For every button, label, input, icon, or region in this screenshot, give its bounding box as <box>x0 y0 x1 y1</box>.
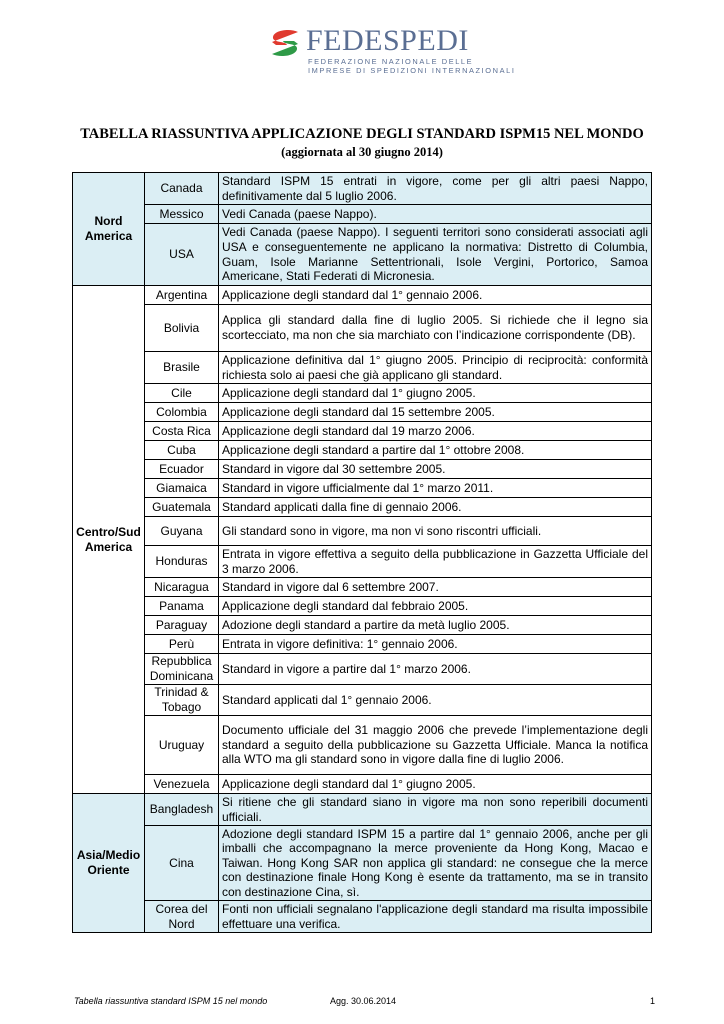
country-cell: Guatemala <box>145 498 219 517</box>
description-cell: Si ritiene che gli standard siano in vigore ma non sono reperibili documenti ufficiali. <box>219 794 652 826</box>
table-row <box>73 460 652 479</box>
country-cell: Costa Rica <box>145 422 219 441</box>
description-cell: Entrata in vigore effettiva a seguito della pubblicazione in Gazzetta Ufficiale del 3 marzo 2006. <box>219 546 652 578</box>
description-cell: Standard ISPM 15 entrati in vigore, come per gli altri paesi Nappo, definitivamente dal 5 luglio 2006. <box>219 173 652 205</box>
region-nord-america: Nord America <box>73 173 145 286</box>
table-row <box>73 794 652 826</box>
page-subtitle: (aggiornata al 30 giugno 2014) <box>281 145 443 159</box>
description-cell: Documento ufficiale del 31 maggio 2006 che prevede l’implementazione degli standard a seguito della pubblicazione su Gazzetta Ufficiale. Manca la notifica alla WTO ma gli standard sono in vigore dalla fine di luglio 2006. <box>219 716 652 775</box>
country-cell: Uruguay <box>145 716 219 775</box>
description-cell: Adozione degli standard ISPM 15 a partire dal 1° gennaio 2006, anche per gli imballi che accompagnano la merce proveniente da Hong Kong, Macao e Taiwan. Hong Kong SAR non applica gli standard: ne consegue che la merce con destinazione finale Hong Kong è esente da trattamento, ma se in transito con destinazione Cina, sì. <box>219 826 652 901</box>
table-row <box>73 685 652 716</box>
table-row <box>73 403 652 422</box>
description-cell: Applicazione degli standard dal 19 marzo 2006. <box>219 422 652 441</box>
table-row <box>73 901 652 933</box>
description-cell: Applicazione degli standard dal 1° gennaio 2006. <box>219 286 652 305</box>
country-cell: Perù <box>145 635 219 654</box>
country-cell: Ecuador <box>145 460 219 479</box>
table-row <box>73 654 652 685</box>
description-cell: Standard applicati dalla fine di gennaio 2006. <box>219 498 652 517</box>
description-cell: Applicazione definitiva dal 1° giugno 2005. Principio di reciprocità: conformità richiesta solo ai paesi che già applicano gli standard. <box>219 352 652 384</box>
country-cell: Corea del Nord <box>145 901 219 933</box>
fedespedi-logo <box>268 24 516 80</box>
country-cell: Bolivia <box>145 305 219 352</box>
logo-subtitle-line1: FEDERAZIONE NAZIONALE DELLE <box>308 57 474 66</box>
description-cell: Vedi Canada (paese Nappo). <box>219 205 652 224</box>
country-cell: Argentina <box>145 286 219 305</box>
footer-document-title: Tabella riassuntiva standard ISPM 15 nel mondo <box>74 996 268 1006</box>
description-cell: Standard in vigore dal 6 settembre 2007. <box>219 578 652 597</box>
logo-name: FEDESPEDI <box>306 24 469 57</box>
description-cell: Gli standard sono in vigore, ma non vi sono riscontri ufficiali. <box>219 517 652 546</box>
description-cell: Standard in vigore dal 30 settembre 2005. <box>219 460 652 479</box>
table-row <box>73 578 652 597</box>
description-cell: Adozione degli standard a partire da metà luglio 2005. <box>219 616 652 635</box>
description-cell: Applicazione degli standard a partire dal 1° ottobre 2008. <box>219 441 652 460</box>
table-row <box>73 441 652 460</box>
description-cell: Vedi Canada (paese Nappo). I seguenti territori sono considerati associati agli USA e conseguentemente ne applicano la normativa: Distretto di Columbia, Guam, Isole Marianne Settentrionali, Isole Vergini, Portorico, Samoa Americane, Stati Federati di Micronesia. <box>219 224 652 286</box>
footer-update-date: Agg. 30.06.2014 <box>330 996 397 1006</box>
table-row <box>73 775 652 794</box>
country-cell: Guyana <box>145 517 219 546</box>
country-cell: Canada <box>145 173 219 205</box>
table-row <box>73 597 652 616</box>
logo-mark-icon <box>268 28 302 58</box>
table-row <box>73 173 652 205</box>
table-row <box>73 305 652 352</box>
table-row <box>73 716 652 775</box>
country-cell: Brasile <box>145 352 219 384</box>
country-cell: Paraguay <box>145 616 219 635</box>
country-cell: Trinidad & Tobago <box>145 685 219 716</box>
description-cell: Standard applicati dal 1° gennaio 2006. <box>219 685 652 716</box>
country-cell: Panama <box>145 597 219 616</box>
table-row <box>73 205 652 224</box>
description-cell: Standard in vigore ufficialmente dal 1° marzo 2011. <box>219 479 652 498</box>
table-row <box>73 826 652 901</box>
country-cell: Honduras <box>145 546 219 578</box>
region-centro-sud-america: Centro/Sud America <box>73 286 145 794</box>
description-cell: Applicazione degli standard dal 1° giugno 2005. <box>219 775 652 794</box>
description-cell: Applica gli standard dalla fine di luglio 2005. Si richiede che il legno sia scortecciato, ma non che sia marchiato con l’indicazione corrispondente (DB). <box>219 305 652 352</box>
table-row <box>73 479 652 498</box>
country-cell: Colombia <box>145 403 219 422</box>
table-row <box>73 422 652 441</box>
table-row <box>73 224 652 286</box>
country-cell: Repubblica Dominicana <box>145 654 219 685</box>
table-row <box>73 384 652 403</box>
country-cell: USA <box>145 224 219 286</box>
page-title: TABELLA RIASSUNTIVA APPLICAZIONE DEGLI STANDARD ISPM15 NEL MONDO <box>80 126 644 142</box>
description-cell: Applicazione degli standard dal 1° giugno 2005. <box>219 384 652 403</box>
country-cell: Messico <box>145 205 219 224</box>
country-cell: Nicaragua <box>145 578 219 597</box>
description-cell: Entrata in vigore definitiva: 1° gennaio 2006. <box>219 635 652 654</box>
country-cell: Cile <box>145 384 219 403</box>
description-cell: Standard in vigore a partire dal 1° marzo 2006. <box>219 654 652 685</box>
region-asia-medio-oriente: Asia/Medio Oriente <box>73 794 145 933</box>
country-cell: Giamaica <box>145 479 219 498</box>
description-cell: Fonti non ufficiali segnalano l'applicazione degli standard ma risulta impossibile effettuare una verifica. <box>219 901 652 933</box>
logo-subtitle-line2: IMPRESE DI SPEDIZIONI INTERNAZIONALI <box>308 66 516 75</box>
table-row <box>73 616 652 635</box>
table-row <box>73 286 652 305</box>
country-cell: Venezuela <box>145 775 219 794</box>
description-cell: Applicazione degli standard dal febbraio 2005. <box>219 597 652 616</box>
table-row <box>73 498 652 517</box>
description-cell: Applicazione degli standard dal 15 settembre 2005. <box>219 403 652 422</box>
country-cell: Cuba <box>145 441 219 460</box>
footer-page-number: 1 <box>650 996 656 1006</box>
table-row <box>73 352 652 384</box>
country-cell: Bangladesh <box>145 794 219 826</box>
country-cell: Cina <box>145 826 219 901</box>
table-row <box>73 517 652 546</box>
standards-table <box>72 172 652 933</box>
table-row <box>73 635 652 654</box>
table-row <box>73 546 652 578</box>
